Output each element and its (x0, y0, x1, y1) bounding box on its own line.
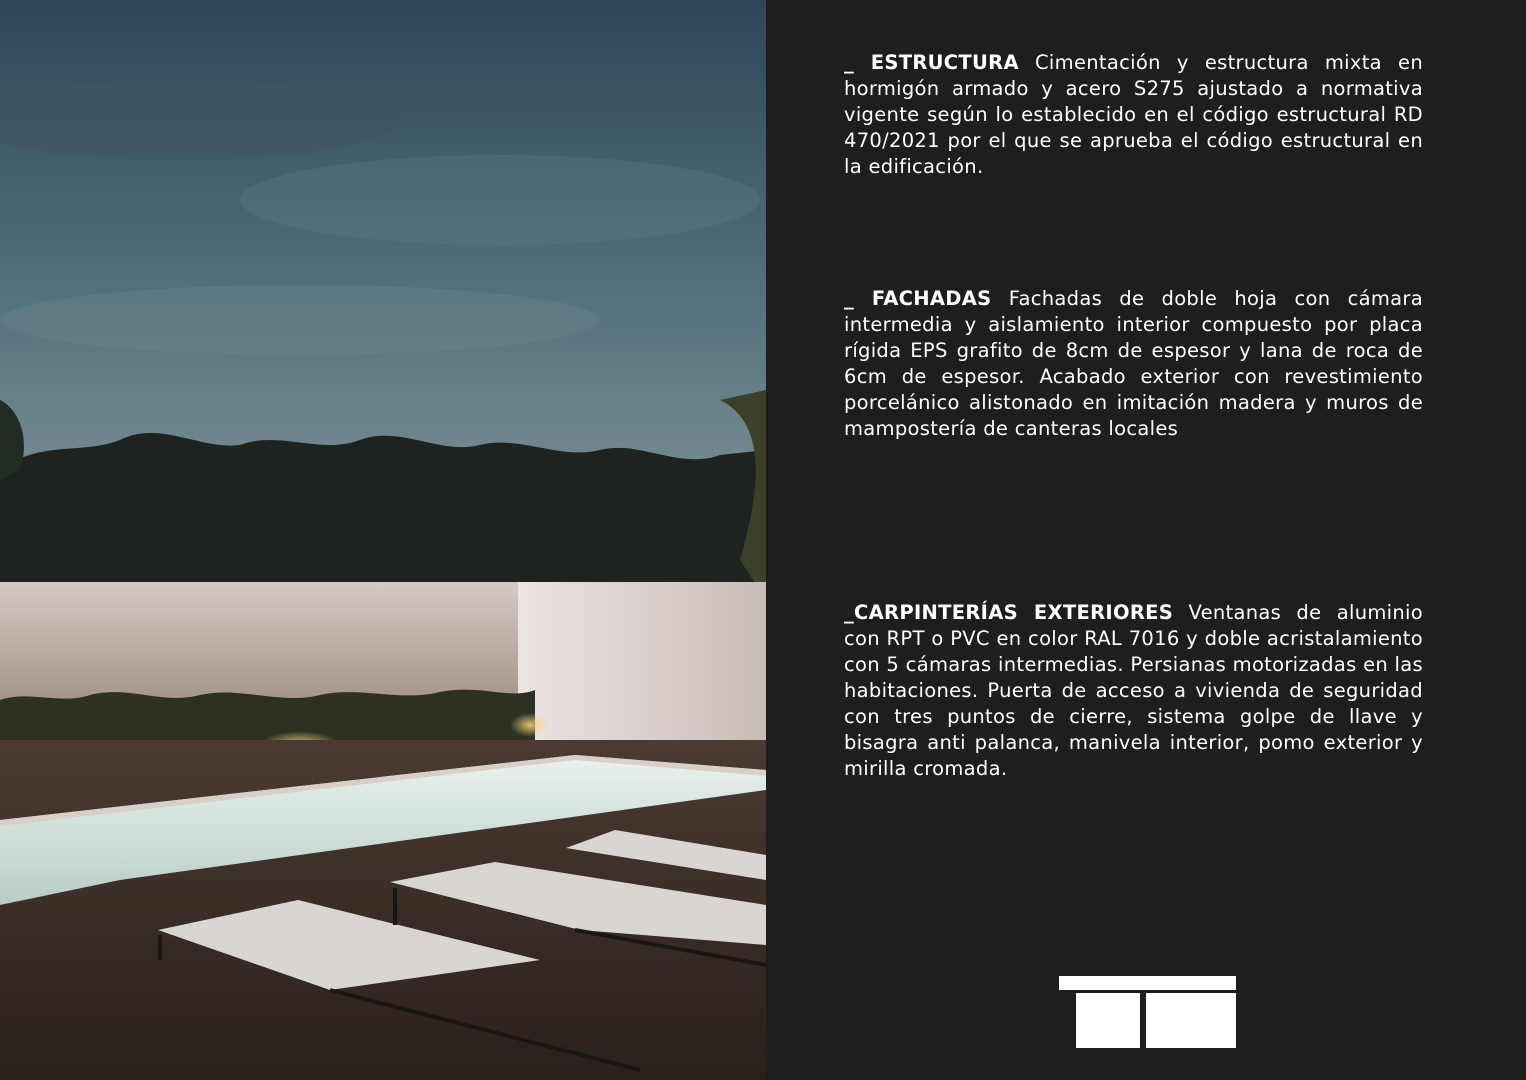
logo-block-left (1076, 993, 1140, 1048)
spec-body: Cimentación y estructura mixta en hormigón armado y acero S275 ajustado a normativa vigente según lo establecido en el código estructural RD 470/2021 por el que se aprueba el código estructural en la edificación. (844, 51, 1424, 178)
spec-estructura (844, 50, 1423, 180)
spec-fachadas (844, 286, 1423, 442)
brand-logo (1059, 976, 1236, 1048)
spec-body: Fachadas de doble hoja con cámara intermedia y aislamiento interior compuesto por placa rígida EPS grafito de 8cm de espesor y lana de roca de 6cm de espesor. Acabado exterior con revestimiento porcelánico alistonado en imitación madera y muros de mampostería de canteras locales (844, 287, 1424, 440)
specifications-panel (766, 0, 1526, 1080)
spec-title: _ FACHADAS (844, 287, 992, 310)
spec-carpinterias (844, 600, 1423, 782)
spec-title: _ ESTRUCTURA (844, 51, 1019, 74)
logo-block-right (1146, 993, 1236, 1048)
spec-title: _CARPINTERÍAS EXTERIORES (844, 601, 1174, 624)
logo-bar (1059, 976, 1236, 990)
spec-body: Ventanas de aluminio con RPT o PVC en color RAL 7016 y doble acristalamiento con 5 cámaras intermedias. Persianas motorizadas en las habitaciones. Puerta de acceso a vivienda de seguridad con tres puntos de cierre, sistema golpe de llave y bisagra anti palanca, manivela interior, pomo exterior y mirilla cromada. (844, 601, 1423, 780)
